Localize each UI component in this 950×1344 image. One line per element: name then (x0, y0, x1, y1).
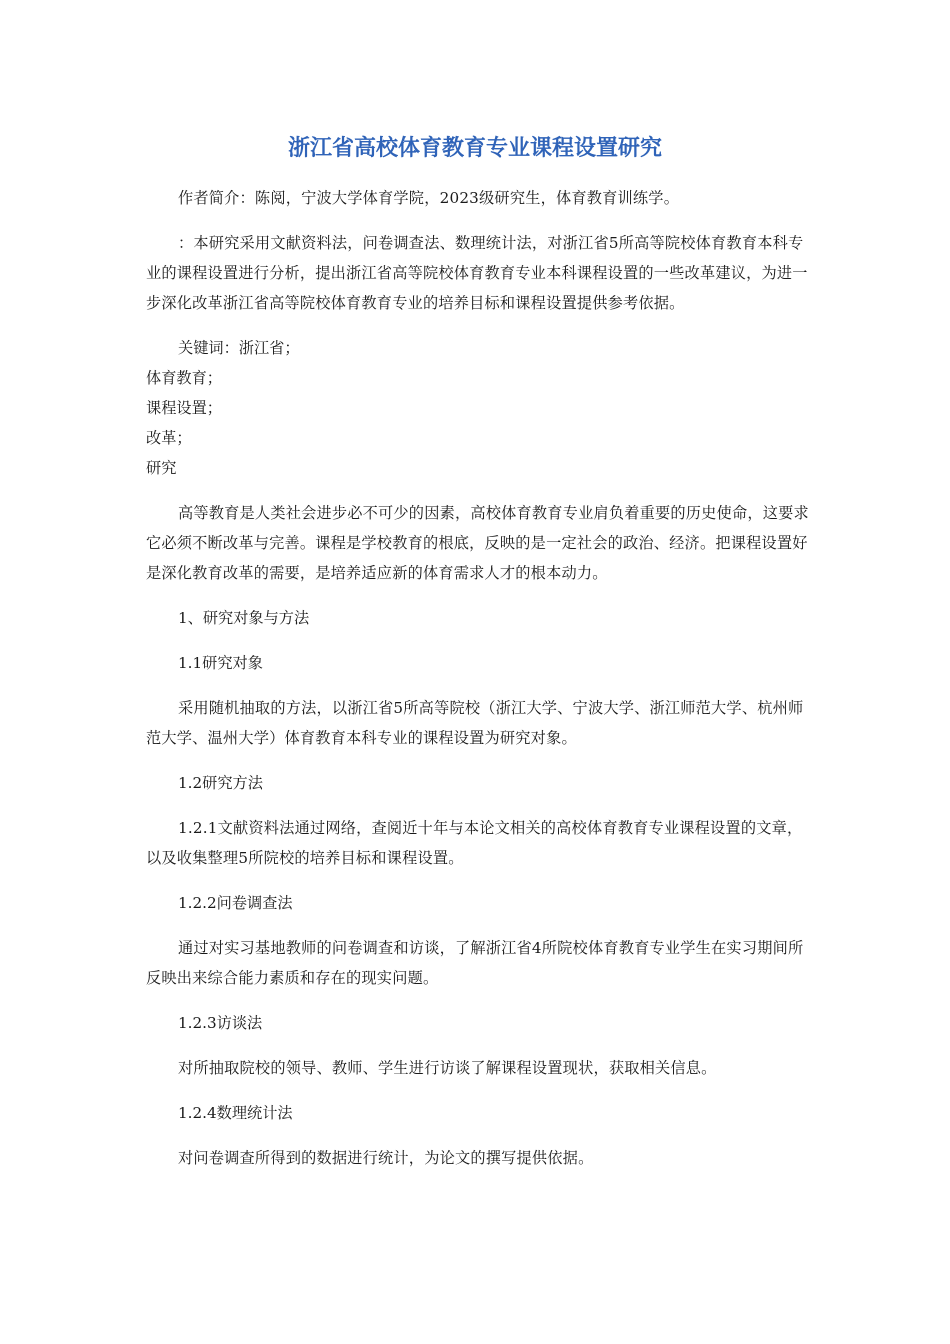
section-heading-1-2-2: 1.2.2问卷调查法 (178, 894, 293, 912)
keyword-item: 体育教育； (146, 369, 222, 387)
section-1-1-text: 采用随机抽取的方法，以浙江省5所高等院校（浙江大学、宁波大学、浙江师范大学、杭州师范大学、温州大学）体育教育本科专业的课程设置为研究对象。 (146, 699, 804, 747)
keyword-item: 改革； (146, 429, 192, 447)
intro-paragraph: 高等教育是人类社会进步必不可少的因素，高校体育教育专业肩负着重要的历史使命，这要求它必须不断改革与完善。课程是学校教育的根底，反映的是一定社会的政治、经济。把课程设置好是深化教育改革的需要，是培养适应新的体育需求人才的根本动力。 (146, 504, 809, 582)
keyword-label: 关键词：浙江省； (178, 339, 300, 357)
keyword-item: 研究 (146, 459, 177, 477)
section-1-2-1-text: 1.2.1文献资料法通过网络，查阅近十年与本论文相关的高校体育教育专业课程设置的文章，以及收集整理5所院校的培养目标和课程设置。 (146, 819, 803, 867)
document-body (146, 183, 811, 1188)
document-title: 浙江省高校体育教育专业课程设置研究 (287, 136, 662, 161)
section-heading-1-2-4: 1.2.4数理统计法 (178, 1104, 293, 1122)
section-heading-1: 1、研究对象与方法 (178, 609, 310, 627)
abstract: ：本研究采用文献资料法，问卷调查法、数理统计法，对浙江省5所高等院校体育教育本科专业的课程设置进行分析，提出浙江省高等院校体育教育专业本科课程设置的一些改革建议，为进一步深化改革浙江省高等院校体育教育专业的培养目标和课程设置提供参考依据。 (146, 234, 808, 312)
section-1-2-4-text: 对问卷调查所得到的数据进行统计，为论文的撰写提供依据。 (178, 1149, 594, 1167)
section-1-2-2-text: 通过对实习基地教师的问卷调查和访谈，了解浙江省4所院校体育教育专业学生在实习期间所反映出来综合能力素质和存在的现实问题。 (146, 939, 804, 987)
section-heading-1-2-3: 1.2.3访谈法 (178, 1014, 263, 1032)
section-heading-1-1: 1.1研究对象 (178, 654, 263, 672)
keywords-block (146, 333, 811, 483)
keyword-item: 课程设置； (146, 399, 222, 417)
author-info: 作者简介：陈阅，宁波大学体育学院，2023级研究生，体育教育训练学。 (178, 189, 680, 207)
section-heading-1-2: 1.2研究方法 (178, 774, 263, 792)
section-1-2-3-text: 对所抽取院校的领导、教师、学生进行访谈了解课程设置现状，获取相关信息。 (178, 1059, 717, 1077)
